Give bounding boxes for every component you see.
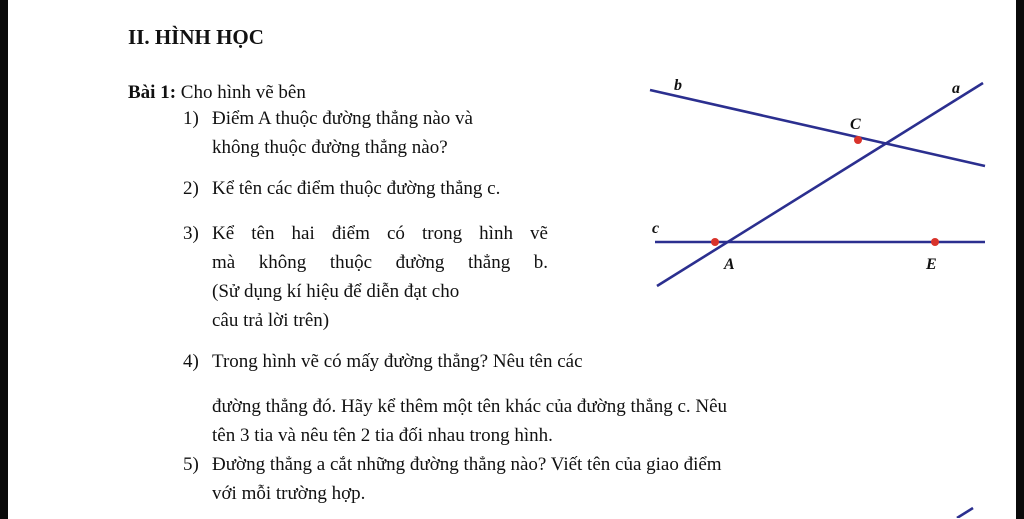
question-3-line-4: câu trả lời trên) (212, 310, 330, 331)
question-3-line-1: Kể tên hai điểm có trong hình vẽ (212, 223, 548, 244)
point-C (854, 136, 862, 144)
question-1-number: 1) (183, 108, 199, 129)
question-1-line-2: không thuộc đường thẳng nào? (212, 137, 448, 158)
label-line-c: c (652, 220, 660, 237)
geometry-figure (640, 60, 990, 295)
question-5-line-2: với mỗi trường hợp. (212, 483, 366, 504)
exercise-intro: Cho hình vẽ bên (180, 82, 306, 103)
exercise-label: Bài 1: (128, 82, 177, 103)
question-4-line-1: Trong hình vẽ có mấy đường thẳng? Nêu tên các (212, 351, 583, 372)
question-1-line-1: Điểm A thuộc đường thẳng nào và (212, 108, 473, 129)
label-line-b: b (674, 77, 682, 94)
left-screen-border (0, 0, 8, 519)
question-5-line-1: Đường thẳng a cắt những đường thẳng nào? Viết tên của giao điểm (212, 454, 722, 475)
label-line-a: a (952, 80, 960, 97)
label-point-A: A (724, 256, 735, 273)
point-E (931, 238, 939, 246)
point-A (711, 238, 719, 246)
right-screen-border (1016, 0, 1024, 519)
partial-stroke-mark (955, 506, 975, 518)
label-point-E: E (926, 256, 937, 273)
question-3-line-2: mà không thuộc đường thẳng b. (212, 252, 548, 273)
label-point-C: C (850, 116, 861, 133)
exercise-heading (128, 81, 306, 104)
line-b (650, 90, 985, 166)
question-4-line-2: đường thẳng đó. Hãy kể thêm một tên khác của đường thẳng c. Nêu (212, 396, 728, 417)
question-4-number: 4) (183, 351, 199, 372)
question-4-line-3: tên 3 tia và nêu tên 2 tia đối nhau trong hình. (212, 425, 553, 446)
question-3-number: 3) (183, 223, 199, 244)
question-2-number: 2) (183, 178, 199, 199)
question-5-number: 5) (183, 454, 199, 475)
question-2-line-1: Kể tên các điểm thuộc đường thẳng c. (212, 178, 501, 199)
section-title: II. HÌNH HỌC (128, 25, 264, 49)
question-3-line-3: (Sử dụng kí hiệu để diễn đạt cho (212, 281, 460, 302)
